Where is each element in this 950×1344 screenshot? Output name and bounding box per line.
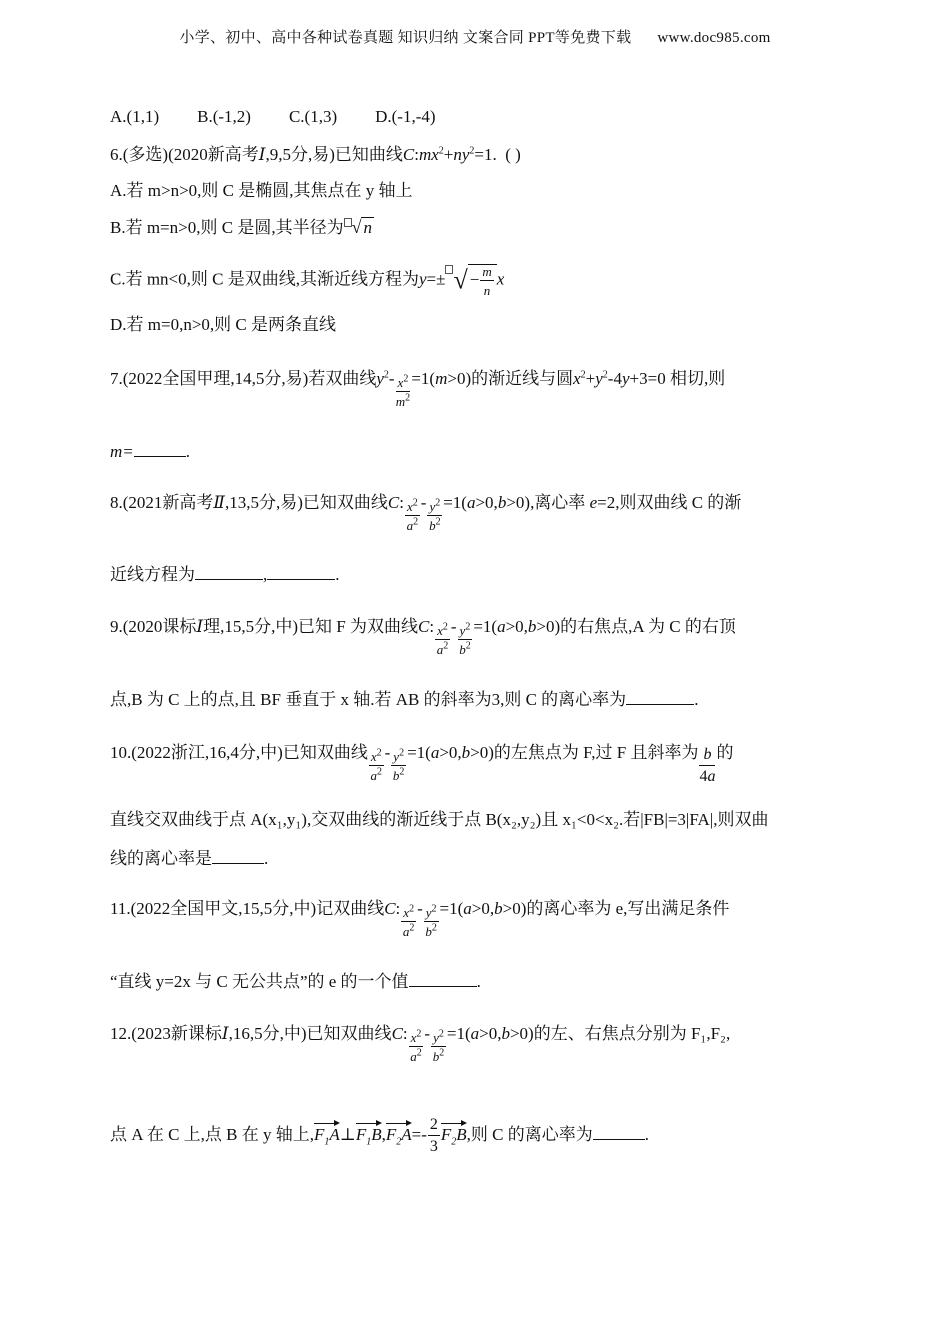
q10-stem-prefix: 10.(2022浙江,16,4分,中)已知双曲线 bbox=[110, 742, 368, 762]
q9-stem-prefix: 9.(2020课标 bbox=[110, 616, 197, 636]
q8-line2: 近线方程为 bbox=[110, 565, 195, 584]
q6-option-c-text: C.若 mn<0,则 C 是双曲线,其渐近线方程为 bbox=[110, 269, 419, 289]
q10-line2: 直线交双曲线于点 A(x₁,y₁),交双曲线的渐近线于点 B(x₂,y₂)且 x₁<0<x₂.若|FB|=3|FA|,则双曲 bbox=[110, 810, 769, 829]
header-site: www.doc985.com bbox=[657, 30, 771, 46]
q8-answer-blank-2[interactable] bbox=[267, 563, 335, 580]
q7-stem-suffix: 的渐近线与圆 bbox=[471, 368, 574, 388]
q12-answer-blank[interactable] bbox=[593, 1123, 645, 1140]
q8-stem-tail: ,则双曲线 C 的渐 bbox=[615, 492, 742, 512]
q8-stem-prefix: 8.(2021新高考 bbox=[110, 492, 214, 512]
q9-stem: 9.(2020课标Ⅰ理,15,5分,中)已知 F 为双曲线C: $\frac{x^2}{a^2}$ - $\frac{y^2}{b^2}$ =1(a>0,b>0)的右焦点,A 为 C 的右顶 bbox=[110, 616, 736, 657]
q8-stem: 8.(2021新高考Ⅱ,13,5分,易)已知双曲线C: $\frac{x^2}{a^2}$ - $\frac{y^2}{b^2}$ =1(a>0,b>0),离心率 e=2,则双曲线 C 的渐 bbox=[110, 492, 742, 533]
q5-option-b: B.(-1,2) bbox=[197, 107, 251, 126]
q11-answer-blank[interactable] bbox=[409, 970, 477, 987]
q10-answer-line: 线的离心率是 . bbox=[110, 849, 269, 868]
q7-stem-prefix: 7.(2022全国甲理,14,5分,易)若双曲线 bbox=[110, 368, 377, 388]
q10-stem-tail: 的 bbox=[716, 742, 734, 762]
q12-line2-prefix: 点 A 在 C 上,点 B 在 y 轴上, bbox=[110, 1124, 315, 1144]
page-header bbox=[0, 26, 950, 47]
q5-option-c: C.(1,3) bbox=[288, 107, 338, 126]
q6-stem: 6.(多选)(2020新高考Ⅰ,9,5分,易)已知曲线$C:mx^2+ny^2=1$. ( ) bbox=[110, 145, 521, 164]
q11-stem-suffix: 的离心率为 e,写出满足条件 bbox=[526, 898, 730, 918]
q6-option-c: C.若 mn<0,则 C 是双曲线,其渐近线方程为y=± √ − $\frac{m}{n}$ x bbox=[110, 264, 505, 298]
q8-answer-blank-1[interactable] bbox=[195, 563, 263, 580]
q12-answer-line: 点 A 在 C 上,点 B 在 y 轴上$,F_1A\perp F_1B,F_2A=-$ $\frac{2}{3}$ $F_2B$,则 C 的离心率为 . bbox=[110, 1116, 649, 1155]
q9-stem-mid: 理,15,5分,中)已知 F 为双曲线 bbox=[203, 616, 419, 636]
q11-stem-prefix: 11.(2022全国甲文,15,5分,中)记双曲线 bbox=[110, 898, 385, 918]
q9-answer-line: 点,B 为 C 上的点,且 BF 垂直于 x 轴.若 AB 的斜率为3,则 C 的离心率为 . bbox=[110, 690, 699, 709]
q9-stem-suffix: 的右焦点,A 为 C 的右顶 bbox=[560, 616, 736, 636]
q9-line2: 点,B 为 C 上的点,且 BF 垂直于 x 轴.若 AB 的斜率为3,则 C 的离心率为 bbox=[110, 690, 627, 709]
placeholder-box bbox=[344, 218, 352, 227]
q10-line3: 线的离心率是 bbox=[110, 849, 212, 868]
q12-stem: 12.(2023新课标Ⅰ,16,5分,中)已知双曲线C: $\frac{x^2}{a^2}$ - $\frac{y^2}{b^2}$ =1(a>0,b>0)的左、右焦点分别为 F₁,F₂, bbox=[110, 1023, 731, 1064]
q12-stem-suffix: 的左、右焦点分别为 F₁,F₂, bbox=[533, 1023, 731, 1043]
q7-answer-label: m= bbox=[110, 442, 134, 461]
q9-answer-blank[interactable] bbox=[626, 688, 694, 705]
q6-answer-paren: ( ) bbox=[505, 145, 521, 164]
q5-option-d: D.(-1,-4) bbox=[375, 107, 436, 126]
q6-stem-mid: ,9,5分,易)已知曲线 bbox=[265, 145, 403, 164]
q6-option-d: D.若 m=0,n>0,则 C 是两条直线 bbox=[110, 315, 337, 334]
q12-stem-prefix: 12.(2023新课标 bbox=[110, 1023, 222, 1043]
q7-answer-line: m= . bbox=[110, 442, 190, 461]
q6-option-b: B.若 m=n>0,则 C 是圆,其半径为 √ n bbox=[110, 217, 372, 237]
q12-line2-suffix: ,则 C 的离心率为 bbox=[466, 1124, 593, 1144]
q6-option-a: A.若 m>n>0,则 C 是椭圆,其焦点在 y 轴上 bbox=[110, 181, 413, 200]
q7-stem: 7.(2022全国甲理,14,5分,易)若双曲线$y^2-$ $\frac{x^2}{m^2}$ =1(m>0)的渐近线与圆$x^2+y^2-4y+3=0$ 相切,则 bbox=[110, 368, 726, 409]
q12-stem-mid: ,16,5分,中)已知双曲线 bbox=[228, 1023, 392, 1043]
q7-answer-blank[interactable] bbox=[134, 440, 186, 457]
q8-stem-mid: ,13,5分,易)已知双曲线 bbox=[224, 492, 388, 512]
q10-stem: 10.(2022浙江,16,4分,中)已知双曲线 $\frac{x^2}{a^2}$ - $\frac{y^2}{b^2}$ =1(a>0,b>0)的左焦点为 F,过 F 且斜率为 $\frac{b}{4a}$ 的 bbox=[110, 742, 734, 785]
q7-stem-tail: 相切,则 bbox=[669, 368, 726, 388]
q6-option-b-text: B.若 m=n>0,则 C 是圆,其半径为 bbox=[110, 218, 344, 237]
q6-stem-prefix: 6.(多选)(2020新高考 bbox=[110, 145, 259, 164]
q8-answer-line: 近线方程为 , . bbox=[110, 565, 340, 584]
header-text: 小学、初中、高中各种试卷真题 知识归纳 文案合同 PPT等免费下载 bbox=[179, 30, 632, 46]
q11-answer-line: “直线 y=2x 与 C 无公共点”的 e 的一个值 . bbox=[110, 972, 481, 991]
q11-line2: “直线 y=2x 与 C 无公共点”的 e 的一个值 bbox=[110, 972, 409, 991]
q8-stem-suffix: ,离心率 bbox=[530, 492, 586, 512]
q11-stem: 11.(2022全国甲文,15,5分,中)记双曲线C: $\frac{x^2}{a^2}$ - $\frac{y^2}{b^2}$ =1(a>0,b>0)的离心率为 e,写出满足条件 bbox=[110, 898, 730, 939]
q5-option-a: A.(1,1) bbox=[110, 107, 160, 126]
q5-options bbox=[110, 107, 436, 127]
q10-answer-blank[interactable] bbox=[212, 847, 264, 864]
q10-stem-suffix: 的左焦点为 F,过 F 且斜率为 bbox=[493, 742, 699, 762]
